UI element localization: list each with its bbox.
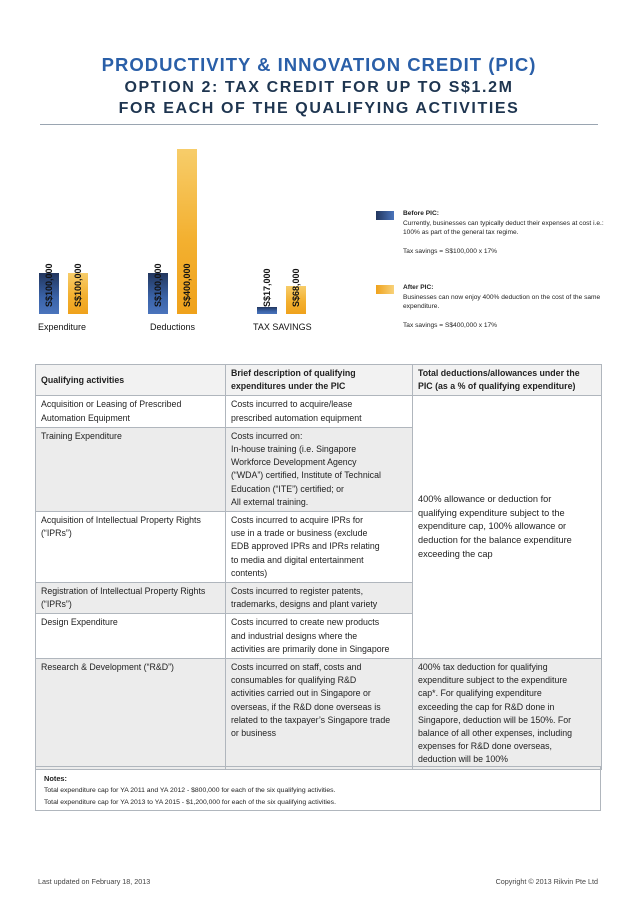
legend-after-title: After PIC: — [403, 284, 434, 291]
description-line: Costs incurred on: — [231, 430, 303, 441]
description-line: overseas, if the R&D done overseas is — [231, 701, 381, 712]
category-label: Expenditure — [38, 322, 87, 332]
table-header-row — [36, 365, 602, 396]
description-line: activities are primarily done in Singapore — [231, 643, 390, 654]
activity-cell: Training Expenditure — [36, 427, 226, 511]
allowance-line: 400% allowance or deduction for — [418, 494, 552, 505]
description-line: Costs incurred on staff, costs and — [231, 662, 362, 673]
description-line: activities carried out in Singapore or — [231, 688, 371, 699]
description-line: use in a trade or business (exclude — [231, 528, 368, 539]
bar-value-label: S$68,000 — [291, 268, 301, 307]
notes-box — [35, 766, 601, 811]
activity-cell: Registration of Intellectual Property Rights (“IPRs”) — [36, 583, 226, 614]
title-divider — [40, 124, 598, 125]
allowance-line: 400% tax deduction for qualifying — [418, 662, 548, 673]
allowance-line: expenditure cap, 100% allowance or — [418, 521, 567, 532]
category-label: TAX SAVINGS — [253, 322, 312, 332]
legend-before-title: Before PIC: — [403, 210, 439, 217]
description-cell — [226, 427, 413, 511]
description-line: Costs incurred to register patents, — [231, 586, 364, 597]
page-title: PRODUCTIVITY & INNOVATION CREDIT (PIC) — [101, 54, 537, 75]
description-line: prescribed automation equipment — [231, 412, 362, 423]
activity-cell: Design Expenditure — [36, 614, 226, 659]
copyright: Copyright © 2013 Rikvin Pte Ltd — [495, 877, 598, 886]
page-subtitle-line2: FOR EACH OF THE QUALIFYING ACTIVITIES — [118, 100, 520, 117]
notes-heading: Notes: — [44, 774, 67, 783]
pic-bar-chart — [0, 0, 1, 1]
description-line: Costs incurred to acquire IPRs for — [231, 515, 364, 526]
activity-cell: Research & Development (“R&D”) — [36, 659, 226, 770]
page-subtitle-line1: OPTION 2: TAX CREDIT FOR UP TO S$1.2M — [124, 79, 514, 96]
description-line: to media and digital entertainment — [231, 554, 364, 565]
description-line: (“WDA”) certified, Institute of Technical — [231, 470, 381, 481]
description-line: and industrial designs where the — [231, 630, 358, 641]
description-cell — [226, 512, 413, 583]
legend-after-swatch — [376, 285, 394, 294]
allowance-line: balance of all other expenses, including — [418, 728, 573, 739]
bar-value-label: S$100,000 — [73, 263, 83, 307]
description-cell — [226, 396, 413, 427]
qualifying-activities-table — [35, 364, 602, 770]
allowance-line: exceeding the cap for R&D done in — [418, 701, 555, 712]
allowance-line: expenses for R&D done overseas, — [418, 741, 552, 752]
rnd-allowance-cell — [413, 659, 602, 770]
description-line: Costs incurred to acquire/lease — [231, 399, 353, 410]
legend-after-text: Businesses can now enjoy 400% deduction on the cost of the same expenditure. — [403, 293, 601, 311]
description-cell — [226, 614, 413, 659]
bar-value-label: S$400,000 — [182, 263, 192, 307]
activity-cell: Acquisition of Intellectual Property Rights (“IPRs”) — [36, 512, 226, 583]
table-row — [36, 396, 602, 427]
header-total-deductions: Total deductions/allowances under the PIC (as a % of qualifying expenditure) — [413, 365, 602, 396]
description-line: All external training. — [231, 496, 309, 507]
legend-after-savings: Tax savings = S$400,000 x 17% — [403, 321, 498, 329]
header-qualifying-activities: Qualifying activities — [36, 365, 226, 396]
description-line: trademarks, designs and plant variety — [231, 599, 378, 610]
notes-line: Total expenditure cap for YA 2011 and YA 2012 - $800,000 for each of the six qualifying activities. — [44, 787, 336, 794]
bar-value-label: S$100,000 — [44, 263, 54, 307]
description-line: consumables for qualifying R&D — [231, 675, 357, 686]
bar-value-label: S$100,000 — [153, 263, 163, 307]
description-line: or business — [231, 728, 276, 739]
description-line: Workforce Development Agency — [231, 457, 357, 468]
notes-line: Total expenditure cap for YA 2013 to YA 2015 - $1,200,000 for each of the six qualifying activities. — [44, 799, 336, 806]
description-line: related to the taxpayer’s Singapore trade — [231, 714, 391, 725]
bar-before-2 — [257, 307, 277, 314]
activity-cell: Acquisition or Leasing of Prescribed Automation Equipment — [36, 396, 226, 427]
description-line: Costs incurred to create new products — [231, 617, 380, 628]
description-line: Education (“ITE”) certified; or — [231, 483, 344, 494]
legend-after — [403, 283, 618, 330]
allowance-line: expenditure subject to the expenditure — [418, 675, 568, 686]
description-cell — [226, 583, 413, 614]
allowance-line: exceeding the cap — [418, 548, 493, 559]
allowance-line: deduction for the balance expenditure — [418, 535, 572, 546]
description-line: In-house training (i.e. Singapore — [231, 444, 357, 455]
allowance-line: deduction will be 100% — [418, 754, 508, 765]
category-label: Deductions — [150, 322, 196, 332]
legend-before-swatch — [376, 211, 394, 220]
description-line: EDB approved IPRs and IPRs relating — [231, 541, 380, 552]
table-row — [36, 659, 602, 770]
description-cell — [226, 659, 413, 770]
shared-allowance-cell — [413, 396, 602, 659]
legend-before-text: Currently, businesses can typically deduct their expenses at cost i.e.: 100% as part of the general tax regime. — [403, 219, 604, 237]
allowance-line: cap*. For qualifying expenditure — [418, 688, 542, 699]
header-brief-description: Brief description of qualifying expenditures under the PIC — [226, 365, 413, 396]
legend-before — [403, 209, 618, 256]
allowance-line: qualifying expenditure subject to the — [418, 507, 565, 518]
legend-before-savings: Tax savings = S$100,000 x 17% — [403, 247, 498, 255]
last-updated: Last updated on February 18, 2013 — [38, 877, 151, 886]
description-line: contents) — [231, 567, 268, 578]
bar-value-label: S$17,000 — [262, 268, 272, 307]
allowance-line: Singapore, deduction will be 150%. For — [418, 714, 572, 725]
